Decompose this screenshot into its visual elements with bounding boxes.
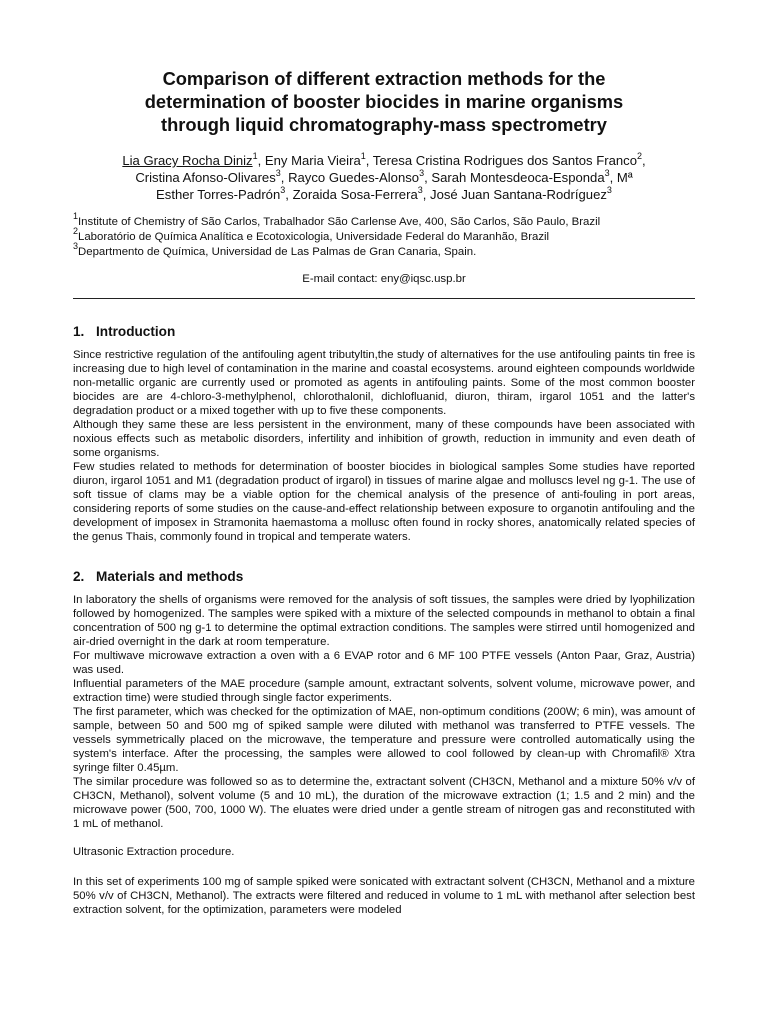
- author-name: Sarah Montesdeoca-Esponda: [431, 170, 605, 185]
- body-paragraph: The first parameter, which was checked for the optimization of MAE, non-optimum conditions (200W; 6 min), was amount of sample, between 50 and 500 mg of spiked sample were diluted with methanol was transferred to PTFE vessels. The vessels symmetrically placed on the microwave, the temperature and pressure were controlled automatically using the system's interface. After the processing, the samples were allowed to cool followed by clean-up with Chromafil® Xtra syringe filter 0.45µm.: [73, 706, 695, 774]
- author-separator: ,: [365, 153, 373, 168]
- section-materials-methods: [73, 568, 695, 917]
- paper-title: [73, 67, 695, 136]
- affiliation-number: 3: [73, 241, 79, 252]
- body-paragraph: Although they same these are less persistent in the environment, many of these compounds have been associated with noxious effects such as metabolic disorders, infertility and inhibition of growth, reduction in immunity and even death of some organisms.: [73, 419, 695, 459]
- section-introduction: [73, 323, 695, 544]
- author-affiliation-mark: 3: [419, 167, 425, 178]
- author-name: Teresa Cristina Rodrigues dos Santos Franco: [372, 153, 637, 168]
- author-name: Zoraida Sosa-Ferrera: [292, 187, 418, 202]
- body-paragraph: Influential parameters of the MAE procedure (sample amount, extractant solvents, solvent volume, microwave power, and extraction time) were studied through single factor experiments.: [73, 678, 695, 704]
- body-paragraph: Since restrictive regulation of the antifouling agent tributyltin,the study of alternatives for the use antifouling paints tin free is increasing due to high level of contamination in the marine and coastal ecosystems. around eighteen compounds worldwide non-metallic organic are currently used or promoted as agents in antifouling paints. Some of the most common booster biocides are are 4-chloro-3-methylphenol, chlorothalonil, dichlofluanid, diuron, thiram, irgarol 1051 and the latter's degradation product or a mixed together with up to five these components.: [73, 349, 695, 417]
- affiliation: [73, 226, 695, 245]
- section-number: 1.: [73, 324, 85, 339]
- title-line: determination of booster biocides in marine organisms: [144, 91, 624, 112]
- section-number: 2.: [73, 569, 85, 584]
- author-name: José Juan Santana-Rodríguez: [430, 187, 607, 202]
- affiliation-number: 1: [73, 211, 79, 222]
- section-heading: [73, 568, 695, 585]
- author-affiliation-mark: 3: [280, 184, 286, 195]
- author-name: Mª: [616, 170, 633, 185]
- author-name: Esther Torres-Padrón: [156, 187, 281, 202]
- author-separator: ,: [642, 153, 646, 168]
- body-paragraph: For multiwave microwave extraction a oven with a 6 EVAP rotor and 6 MF 100 PTFE vessels (Anton Paar, Graz, Austria) was used.: [73, 650, 695, 676]
- author-separator: ,: [280, 170, 289, 185]
- body-paragraph: In laboratory the shells of organisms were removed for the analysis of soft tissues, the samples were dried by lyophilization followed by homogenized. The samples were spiked with a mixture of the selected compounds in methanol to obtain a final concentration of 500 ng g-1 to determine the optimal extraction conditions. The samples were stirred until homogenized and air-dried overnight in the dark at room temperature.: [73, 594, 695, 648]
- author-affiliation-mark: 3: [604, 167, 610, 178]
- author-affiliation-mark: 2: [636, 150, 642, 161]
- author-name: Eny Maria Vieira: [264, 153, 361, 168]
- affiliation-number: 2: [73, 226, 79, 237]
- author-affiliation-mark: 1: [360, 150, 366, 161]
- author-affiliation-mark: 3: [275, 167, 281, 178]
- author-separator: ,: [422, 187, 431, 202]
- title-line: through liquid chromatography-mass spectrometry: [161, 114, 607, 135]
- affiliation-text: Laboratório de Química Analítica e Ecotoxicologia, Universidade Federal do Maranhão, Brazil: [78, 231, 550, 243]
- author-affiliation-mark: 3: [606, 184, 612, 195]
- section-heading: [73, 323, 695, 340]
- author-affiliation-mark: 3: [417, 184, 423, 195]
- author-separator: ,: [424, 170, 432, 185]
- body-paragraph: The similar procedure was followed so as to determine the, extractant solvent (CH3CN, Methanol and a mixture 50% v/v of CH3CN, Methanol), solvent volume (5 and 10 mL), the duration of the microwave extraction (1; 1.5 and 2 min) and the microwave power (500, 700, 1000 W). The eluates were dried under a gentle stream of nitrogen gas and reconstituted with 1 mL of methanol.: [73, 776, 695, 830]
- author-separator: ,: [609, 170, 617, 185]
- author-separator: ,: [257, 153, 265, 168]
- affiliation: [73, 211, 695, 230]
- body-paragraph: Few studies related to methods for determination of booster biocides in biological samples Some studies have reported diuron, irgarol 1051 and M1 (degradation product of irgarol) in tissues of marine algae and molluscs level ng g-1. The use of soft tissue of clams may be a viable option for the chemical analysis of the presence of anti-fouling in port areas, considering reports of some studies on the cause-and-effect relationship between exposure to organotin antifouling and the development of imposex in Stramonita haemastoma a mollusc often found in rocky shores, anatomically related species of the genus Thais, commonly found in tropical and temperate waters.: [73, 461, 695, 543]
- title-line: Comparison of different extraction methods for the: [162, 68, 606, 89]
- author-separator: ,: [285, 187, 293, 202]
- body-paragraph: In this set of experiments 100 mg of sample spiked were sonicated with extractant solvent (CH3CN, Methanol and a mixture 50% v/v of CH3CN, Methanol). The extracts were filtered and reduced in volume to 1 mL with methanol after selection best extraction solvent, for the optimization, parameters were modeled: [73, 876, 695, 916]
- author-name: Cristina Afonso-Olivares: [135, 170, 276, 185]
- author-affiliation-mark: 1: [252, 150, 258, 161]
- header-divider: [73, 298, 695, 299]
- contact-email: E-mail contact: eny@iqsc.usp.br: [302, 273, 466, 285]
- affiliation-list: [73, 211, 695, 260]
- affiliation: [73, 241, 695, 260]
- author-name: Rayco Guedes-Alonso: [288, 170, 420, 185]
- affiliation-text: Departmento de Química, Universidad de Las Palmas de Gran Canaria, Spain.: [78, 246, 477, 258]
- subsection-label: Ultrasonic Extraction procedure.: [73, 846, 235, 858]
- author-name: Lia Gracy Rocha Diniz: [122, 153, 253, 168]
- affiliation-text: Institute of Chemistry of São Carlos, Trabalhador São Carlense Ave, 400, São Carlos, São Paulo, Brazil: [78, 216, 601, 228]
- section-title: Introduction: [96, 324, 176, 339]
- author-list: [73, 152, 695, 203]
- section-title: Materials and methods: [96, 569, 244, 584]
